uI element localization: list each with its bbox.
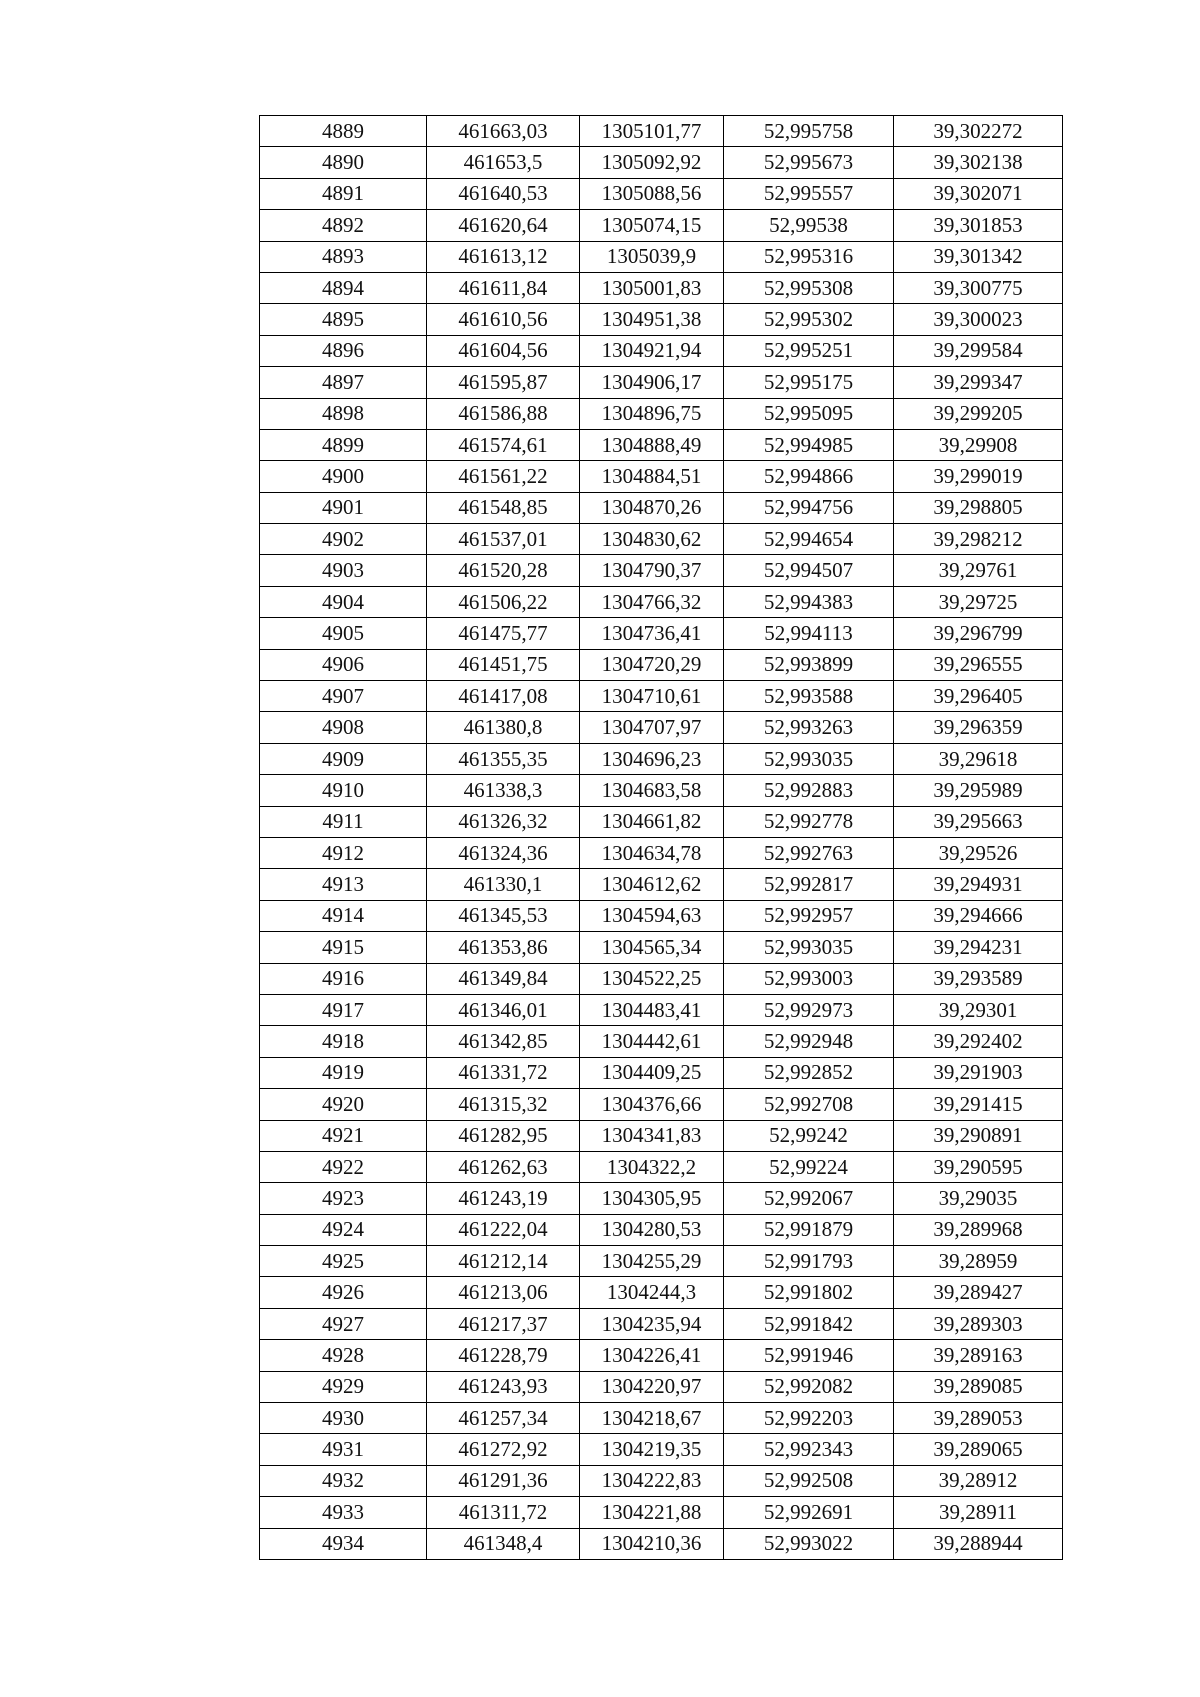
point-number-cell: 4904 bbox=[260, 586, 427, 617]
longitude-cell: 39,300775 bbox=[894, 272, 1063, 303]
point-number-cell: 4896 bbox=[260, 335, 427, 366]
longitude-cell: 39,28959 bbox=[894, 1246, 1063, 1277]
x-coordinate-cell: 461213,06 bbox=[427, 1277, 580, 1308]
longitude-cell: 39,290595 bbox=[894, 1151, 1063, 1182]
table-row bbox=[260, 586, 1063, 617]
latitude-cell: 52,992973 bbox=[724, 994, 894, 1025]
y-coordinate-cell: 1304220,97 bbox=[580, 1371, 724, 1402]
latitude-cell: 52,992763 bbox=[724, 837, 894, 868]
point-number-cell: 4926 bbox=[260, 1277, 427, 1308]
x-coordinate-cell: 461324,36 bbox=[427, 837, 580, 868]
latitude-cell: 52,99538 bbox=[724, 210, 894, 241]
longitude-cell: 39,289085 bbox=[894, 1371, 1063, 1402]
latitude-cell: 52,995758 bbox=[724, 116, 894, 147]
y-coordinate-cell: 1305092,92 bbox=[580, 147, 724, 178]
x-coordinate-cell: 461348,4 bbox=[427, 1528, 580, 1559]
longitude-cell: 39,294931 bbox=[894, 869, 1063, 900]
y-coordinate-cell: 1304736,41 bbox=[580, 618, 724, 649]
point-number-cell: 4908 bbox=[260, 712, 427, 743]
point-number-cell: 4922 bbox=[260, 1151, 427, 1182]
coordinates-table bbox=[259, 115, 1063, 1560]
table-row bbox=[260, 900, 1063, 931]
coordinates-table-body bbox=[260, 116, 1063, 1560]
table-row bbox=[260, 932, 1063, 963]
table-row bbox=[260, 1277, 1063, 1308]
y-coordinate-cell: 1304376,66 bbox=[580, 1089, 724, 1120]
table-row bbox=[260, 1214, 1063, 1245]
latitude-cell: 52,992852 bbox=[724, 1057, 894, 1088]
point-number-cell: 4911 bbox=[260, 806, 427, 837]
table-row bbox=[260, 1371, 1063, 1402]
longitude-cell: 39,289427 bbox=[894, 1277, 1063, 1308]
longitude-cell: 39,29526 bbox=[894, 837, 1063, 868]
longitude-cell: 39,298212 bbox=[894, 524, 1063, 555]
table-row bbox=[260, 1465, 1063, 1496]
x-coordinate-cell: 461272,92 bbox=[427, 1434, 580, 1465]
longitude-cell: 39,289163 bbox=[894, 1340, 1063, 1371]
latitude-cell: 52,992948 bbox=[724, 1026, 894, 1057]
table-row bbox=[260, 1340, 1063, 1371]
longitude-cell: 39,299019 bbox=[894, 461, 1063, 492]
x-coordinate-cell: 461640,53 bbox=[427, 178, 580, 209]
longitude-cell: 39,298805 bbox=[894, 492, 1063, 523]
table-row bbox=[260, 743, 1063, 774]
point-number-cell: 4892 bbox=[260, 210, 427, 241]
longitude-cell: 39,29725 bbox=[894, 586, 1063, 617]
y-coordinate-cell: 1304710,61 bbox=[580, 681, 724, 712]
point-number-cell: 4894 bbox=[260, 272, 427, 303]
y-coordinate-cell: 1304888,49 bbox=[580, 429, 724, 460]
y-coordinate-cell: 1304280,53 bbox=[580, 1214, 724, 1245]
point-number-cell: 4902 bbox=[260, 524, 427, 555]
point-number-cell: 4910 bbox=[260, 775, 427, 806]
latitude-cell: 52,993263 bbox=[724, 712, 894, 743]
longitude-cell: 39,301342 bbox=[894, 241, 1063, 272]
latitude-cell: 52,991946 bbox=[724, 1340, 894, 1371]
table-row bbox=[260, 649, 1063, 680]
y-coordinate-cell: 1304565,34 bbox=[580, 932, 724, 963]
longitude-cell: 39,291903 bbox=[894, 1057, 1063, 1088]
latitude-cell: 52,994507 bbox=[724, 555, 894, 586]
x-coordinate-cell: 461537,01 bbox=[427, 524, 580, 555]
x-coordinate-cell: 461291,36 bbox=[427, 1465, 580, 1496]
latitude-cell: 52,992691 bbox=[724, 1497, 894, 1528]
point-number-cell: 4933 bbox=[260, 1497, 427, 1528]
y-coordinate-cell: 1304661,82 bbox=[580, 806, 724, 837]
x-coordinate-cell: 461380,8 bbox=[427, 712, 580, 743]
table-row bbox=[260, 1403, 1063, 1434]
latitude-cell: 52,992708 bbox=[724, 1089, 894, 1120]
longitude-cell: 39,290891 bbox=[894, 1120, 1063, 1151]
table-row bbox=[260, 1183, 1063, 1214]
x-coordinate-cell: 461243,93 bbox=[427, 1371, 580, 1402]
longitude-cell: 39,302138 bbox=[894, 147, 1063, 178]
latitude-cell: 52,993022 bbox=[724, 1528, 894, 1559]
latitude-cell: 52,992883 bbox=[724, 775, 894, 806]
point-number-cell: 4915 bbox=[260, 932, 427, 963]
longitude-cell: 39,299584 bbox=[894, 335, 1063, 366]
point-number-cell: 4932 bbox=[260, 1465, 427, 1496]
longitude-cell: 39,296405 bbox=[894, 681, 1063, 712]
latitude-cell: 52,992778 bbox=[724, 806, 894, 837]
table-row bbox=[260, 1246, 1063, 1277]
latitude-cell: 52,991793 bbox=[724, 1246, 894, 1277]
x-coordinate-cell: 461349,84 bbox=[427, 963, 580, 994]
table-row bbox=[260, 241, 1063, 272]
table-row bbox=[260, 429, 1063, 460]
y-coordinate-cell: 1304634,78 bbox=[580, 837, 724, 868]
table-row bbox=[260, 555, 1063, 586]
point-number-cell: 4903 bbox=[260, 555, 427, 586]
longitude-cell: 39,289968 bbox=[894, 1214, 1063, 1245]
latitude-cell: 52,992343 bbox=[724, 1434, 894, 1465]
latitude-cell: 52,992957 bbox=[724, 900, 894, 931]
y-coordinate-cell: 1304255,29 bbox=[580, 1246, 724, 1277]
y-coordinate-cell: 1304951,38 bbox=[580, 304, 724, 335]
longitude-cell: 39,299205 bbox=[894, 398, 1063, 429]
latitude-cell: 52,995308 bbox=[724, 272, 894, 303]
table-row bbox=[260, 398, 1063, 429]
x-coordinate-cell: 461561,22 bbox=[427, 461, 580, 492]
latitude-cell: 52,993588 bbox=[724, 681, 894, 712]
table-row bbox=[260, 492, 1063, 523]
table-row bbox=[260, 116, 1063, 147]
x-coordinate-cell: 461217,37 bbox=[427, 1308, 580, 1339]
longitude-cell: 39,288944 bbox=[894, 1528, 1063, 1559]
table-row bbox=[260, 1528, 1063, 1559]
longitude-cell: 39,294666 bbox=[894, 900, 1063, 931]
y-coordinate-cell: 1304218,67 bbox=[580, 1403, 724, 1434]
longitude-cell: 39,29908 bbox=[894, 429, 1063, 460]
table-row bbox=[260, 994, 1063, 1025]
y-coordinate-cell: 1304696,23 bbox=[580, 743, 724, 774]
latitude-cell: 52,992203 bbox=[724, 1403, 894, 1434]
x-coordinate-cell: 461257,34 bbox=[427, 1403, 580, 1434]
latitude-cell: 52,995095 bbox=[724, 398, 894, 429]
x-coordinate-cell: 461574,61 bbox=[427, 429, 580, 460]
y-coordinate-cell: 1304896,75 bbox=[580, 398, 724, 429]
longitude-cell: 39,294231 bbox=[894, 932, 1063, 963]
x-coordinate-cell: 461620,64 bbox=[427, 210, 580, 241]
longitude-cell: 39,299347 bbox=[894, 367, 1063, 398]
table-row bbox=[260, 461, 1063, 492]
y-coordinate-cell: 1304341,83 bbox=[580, 1120, 724, 1151]
longitude-cell: 39,28912 bbox=[894, 1465, 1063, 1496]
x-coordinate-cell: 461326,32 bbox=[427, 806, 580, 837]
x-coordinate-cell: 461243,19 bbox=[427, 1183, 580, 1214]
longitude-cell: 39,295663 bbox=[894, 806, 1063, 837]
x-coordinate-cell: 461611,84 bbox=[427, 272, 580, 303]
y-coordinate-cell: 1305001,83 bbox=[580, 272, 724, 303]
x-coordinate-cell: 461222,04 bbox=[427, 1214, 580, 1245]
point-number-cell: 4914 bbox=[260, 900, 427, 931]
y-coordinate-cell: 1304612,62 bbox=[580, 869, 724, 900]
x-coordinate-cell: 461282,95 bbox=[427, 1120, 580, 1151]
longitude-cell: 39,289053 bbox=[894, 1403, 1063, 1434]
y-coordinate-cell: 1304221,88 bbox=[580, 1497, 724, 1528]
point-number-cell: 4934 bbox=[260, 1528, 427, 1559]
y-coordinate-cell: 1304442,61 bbox=[580, 1026, 724, 1057]
x-coordinate-cell: 461331,72 bbox=[427, 1057, 580, 1088]
latitude-cell: 52,991802 bbox=[724, 1277, 894, 1308]
x-coordinate-cell: 461228,79 bbox=[427, 1340, 580, 1371]
point-number-cell: 4909 bbox=[260, 743, 427, 774]
latitude-cell: 52,995175 bbox=[724, 367, 894, 398]
point-number-cell: 4918 bbox=[260, 1026, 427, 1057]
x-coordinate-cell: 461451,75 bbox=[427, 649, 580, 680]
point-number-cell: 4921 bbox=[260, 1120, 427, 1151]
point-number-cell: 4919 bbox=[260, 1057, 427, 1088]
point-number-cell: 4905 bbox=[260, 618, 427, 649]
point-number-cell: 4930 bbox=[260, 1403, 427, 1434]
x-coordinate-cell: 461548,85 bbox=[427, 492, 580, 523]
longitude-cell: 39,293589 bbox=[894, 963, 1063, 994]
y-coordinate-cell: 1304707,97 bbox=[580, 712, 724, 743]
longitude-cell: 39,291415 bbox=[894, 1089, 1063, 1120]
y-coordinate-cell: 1304906,17 bbox=[580, 367, 724, 398]
point-number-cell: 4893 bbox=[260, 241, 427, 272]
y-coordinate-cell: 1304921,94 bbox=[580, 335, 724, 366]
latitude-cell: 52,995302 bbox=[724, 304, 894, 335]
latitude-cell: 52,995557 bbox=[724, 178, 894, 209]
table-row bbox=[260, 712, 1063, 743]
longitude-cell: 39,292402 bbox=[894, 1026, 1063, 1057]
longitude-cell: 39,300023 bbox=[894, 304, 1063, 335]
y-coordinate-cell: 1304235,94 bbox=[580, 1308, 724, 1339]
latitude-cell: 52,992508 bbox=[724, 1465, 894, 1496]
y-coordinate-cell: 1304322,2 bbox=[580, 1151, 724, 1182]
table-row bbox=[260, 1026, 1063, 1057]
longitude-cell: 39,296799 bbox=[894, 618, 1063, 649]
x-coordinate-cell: 461346,01 bbox=[427, 994, 580, 1025]
point-number-cell: 4917 bbox=[260, 994, 427, 1025]
point-number-cell: 4912 bbox=[260, 837, 427, 868]
point-number-cell: 4924 bbox=[260, 1214, 427, 1245]
table-row bbox=[260, 178, 1063, 209]
table-row bbox=[260, 1497, 1063, 1528]
x-coordinate-cell: 461417,08 bbox=[427, 681, 580, 712]
table-row bbox=[260, 1151, 1063, 1182]
x-coordinate-cell: 461475,77 bbox=[427, 618, 580, 649]
table-row bbox=[260, 618, 1063, 649]
longitude-cell: 39,29761 bbox=[894, 555, 1063, 586]
x-coordinate-cell: 461262,63 bbox=[427, 1151, 580, 1182]
point-number-cell: 4913 bbox=[260, 869, 427, 900]
y-coordinate-cell: 1304790,37 bbox=[580, 555, 724, 586]
y-coordinate-cell: 1304244,3 bbox=[580, 1277, 724, 1308]
point-number-cell: 4931 bbox=[260, 1434, 427, 1465]
latitude-cell: 52,993035 bbox=[724, 932, 894, 963]
x-coordinate-cell: 461520,28 bbox=[427, 555, 580, 586]
table-row bbox=[260, 1089, 1063, 1120]
latitude-cell: 52,994383 bbox=[724, 586, 894, 617]
x-coordinate-cell: 461342,85 bbox=[427, 1026, 580, 1057]
longitude-cell: 39,296555 bbox=[894, 649, 1063, 680]
y-coordinate-cell: 1305074,15 bbox=[580, 210, 724, 241]
longitude-cell: 39,29618 bbox=[894, 743, 1063, 774]
y-coordinate-cell: 1304683,58 bbox=[580, 775, 724, 806]
latitude-cell: 52,995316 bbox=[724, 241, 894, 272]
latitude-cell: 52,994866 bbox=[724, 461, 894, 492]
table-row bbox=[260, 1057, 1063, 1088]
table-row bbox=[260, 837, 1063, 868]
latitude-cell: 52,993035 bbox=[724, 743, 894, 774]
latitude-cell: 52,992817 bbox=[724, 869, 894, 900]
x-coordinate-cell: 461604,56 bbox=[427, 335, 580, 366]
point-number-cell: 4928 bbox=[260, 1340, 427, 1371]
latitude-cell: 52,994654 bbox=[724, 524, 894, 555]
point-number-cell: 4900 bbox=[260, 461, 427, 492]
y-coordinate-cell: 1304522,25 bbox=[580, 963, 724, 994]
point-number-cell: 4929 bbox=[260, 1371, 427, 1402]
point-number-cell: 4920 bbox=[260, 1089, 427, 1120]
y-coordinate-cell: 1304409,25 bbox=[580, 1057, 724, 1088]
point-number-cell: 4895 bbox=[260, 304, 427, 335]
longitude-cell: 39,289065 bbox=[894, 1434, 1063, 1465]
latitude-cell: 52,992082 bbox=[724, 1371, 894, 1402]
longitude-cell: 39,302272 bbox=[894, 116, 1063, 147]
point-number-cell: 4899 bbox=[260, 429, 427, 460]
x-coordinate-cell: 461613,12 bbox=[427, 241, 580, 272]
y-coordinate-cell: 1304305,95 bbox=[580, 1183, 724, 1214]
table-row bbox=[260, 1120, 1063, 1151]
longitude-cell: 39,302071 bbox=[894, 178, 1063, 209]
y-coordinate-cell: 1304226,41 bbox=[580, 1340, 724, 1371]
table-row bbox=[260, 806, 1063, 837]
longitude-cell: 39,29301 bbox=[894, 994, 1063, 1025]
latitude-cell: 52,994756 bbox=[724, 492, 894, 523]
point-number-cell: 4898 bbox=[260, 398, 427, 429]
latitude-cell: 52,994113 bbox=[724, 618, 894, 649]
table-row bbox=[260, 335, 1063, 366]
x-coordinate-cell: 461355,35 bbox=[427, 743, 580, 774]
latitude-cell: 52,99224 bbox=[724, 1151, 894, 1182]
x-coordinate-cell: 461663,03 bbox=[427, 116, 580, 147]
x-coordinate-cell: 461506,22 bbox=[427, 586, 580, 617]
table-row bbox=[260, 304, 1063, 335]
y-coordinate-cell: 1304766,32 bbox=[580, 586, 724, 617]
table-row bbox=[260, 147, 1063, 178]
table-row bbox=[260, 272, 1063, 303]
latitude-cell: 52,992067 bbox=[724, 1183, 894, 1214]
x-coordinate-cell: 461345,53 bbox=[427, 900, 580, 931]
table-row bbox=[260, 367, 1063, 398]
point-number-cell: 4907 bbox=[260, 681, 427, 712]
y-coordinate-cell: 1305101,77 bbox=[580, 116, 724, 147]
longitude-cell: 39,301853 bbox=[894, 210, 1063, 241]
point-number-cell: 4923 bbox=[260, 1183, 427, 1214]
y-coordinate-cell: 1304884,51 bbox=[580, 461, 724, 492]
point-number-cell: 4925 bbox=[260, 1246, 427, 1277]
table-row bbox=[260, 963, 1063, 994]
table-row bbox=[260, 524, 1063, 555]
y-coordinate-cell: 1304222,83 bbox=[580, 1465, 724, 1496]
point-number-cell: 4927 bbox=[260, 1308, 427, 1339]
latitude-cell: 52,991879 bbox=[724, 1214, 894, 1245]
x-coordinate-cell: 461315,32 bbox=[427, 1089, 580, 1120]
x-coordinate-cell: 461353,86 bbox=[427, 932, 580, 963]
longitude-cell: 39,29035 bbox=[894, 1183, 1063, 1214]
latitude-cell: 52,995673 bbox=[724, 147, 894, 178]
x-coordinate-cell: 461338,3 bbox=[427, 775, 580, 806]
point-number-cell: 4897 bbox=[260, 367, 427, 398]
point-number-cell: 4891 bbox=[260, 178, 427, 209]
table-row bbox=[260, 869, 1063, 900]
table-row bbox=[260, 775, 1063, 806]
point-number-cell: 4889 bbox=[260, 116, 427, 147]
y-coordinate-cell: 1304483,41 bbox=[580, 994, 724, 1025]
latitude-cell: 52,995251 bbox=[724, 335, 894, 366]
y-coordinate-cell: 1304720,29 bbox=[580, 649, 724, 680]
y-coordinate-cell: 1304210,36 bbox=[580, 1528, 724, 1559]
y-coordinate-cell: 1304830,62 bbox=[580, 524, 724, 555]
latitude-cell: 52,993003 bbox=[724, 963, 894, 994]
x-coordinate-cell: 461330,1 bbox=[427, 869, 580, 900]
point-number-cell: 4901 bbox=[260, 492, 427, 523]
y-coordinate-cell: 1305039,9 bbox=[580, 241, 724, 272]
latitude-cell: 52,991842 bbox=[724, 1308, 894, 1339]
longitude-cell: 39,289303 bbox=[894, 1308, 1063, 1339]
x-coordinate-cell: 461212,14 bbox=[427, 1246, 580, 1277]
x-coordinate-cell: 461586,88 bbox=[427, 398, 580, 429]
table-row bbox=[260, 681, 1063, 712]
longitude-cell: 39,295989 bbox=[894, 775, 1063, 806]
x-coordinate-cell: 461653,5 bbox=[427, 147, 580, 178]
y-coordinate-cell: 1304870,26 bbox=[580, 492, 724, 523]
point-number-cell: 4916 bbox=[260, 963, 427, 994]
y-coordinate-cell: 1304219,35 bbox=[580, 1434, 724, 1465]
table-row bbox=[260, 1308, 1063, 1339]
table-row bbox=[260, 1434, 1063, 1465]
longitude-cell: 39,28911 bbox=[894, 1497, 1063, 1528]
x-coordinate-cell: 461610,56 bbox=[427, 304, 580, 335]
latitude-cell: 52,99242 bbox=[724, 1120, 894, 1151]
y-coordinate-cell: 1304594,63 bbox=[580, 900, 724, 931]
y-coordinate-cell: 1305088,56 bbox=[580, 178, 724, 209]
table-row bbox=[260, 210, 1063, 241]
longitude-cell: 39,296359 bbox=[894, 712, 1063, 743]
x-coordinate-cell: 461595,87 bbox=[427, 367, 580, 398]
point-number-cell: 4906 bbox=[260, 649, 427, 680]
latitude-cell: 52,994985 bbox=[724, 429, 894, 460]
latitude-cell: 52,993899 bbox=[724, 649, 894, 680]
x-coordinate-cell: 461311,72 bbox=[427, 1497, 580, 1528]
point-number-cell: 4890 bbox=[260, 147, 427, 178]
